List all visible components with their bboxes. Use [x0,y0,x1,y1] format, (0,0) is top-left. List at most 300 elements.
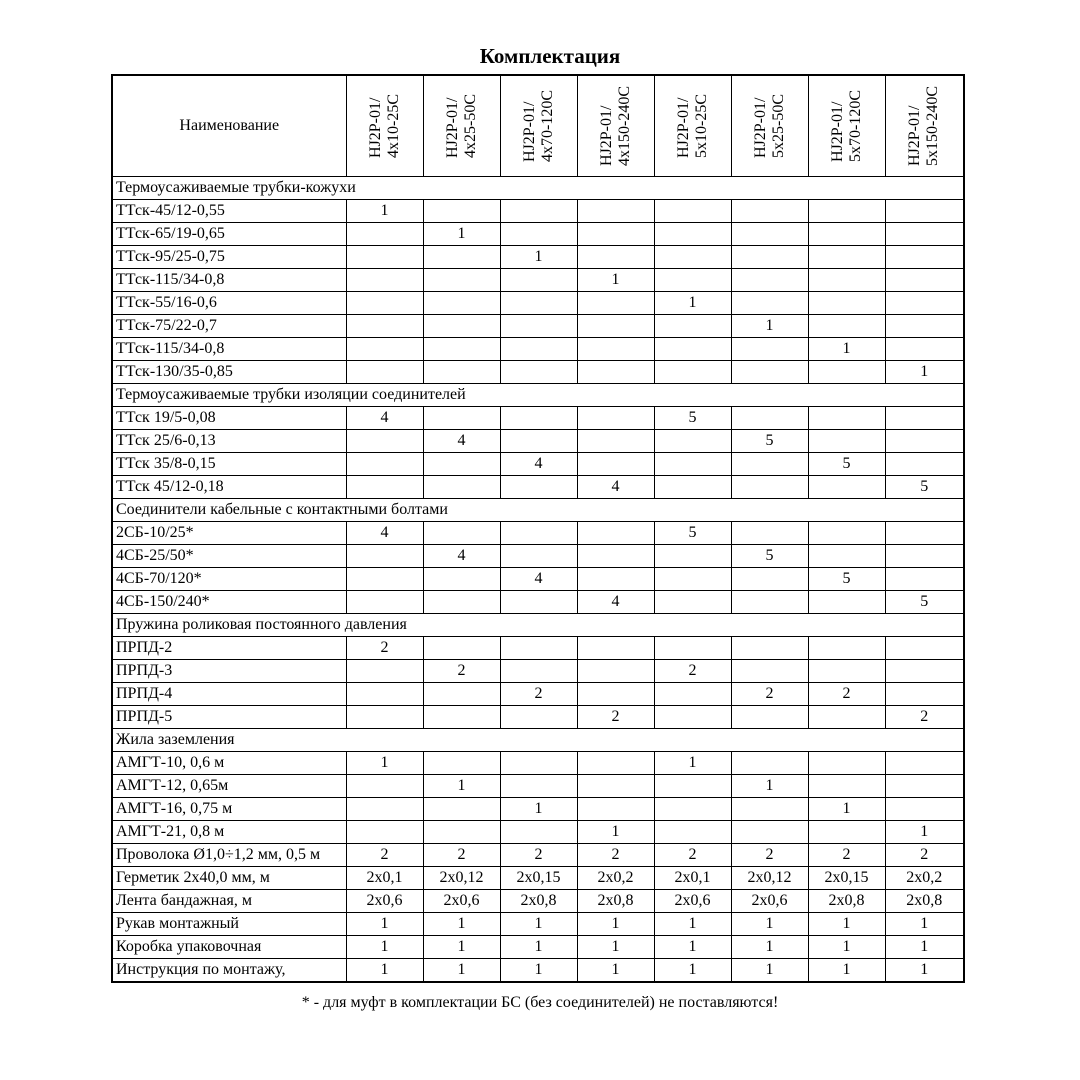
quantity-cell: 1 [731,775,808,798]
quantity-cell [500,637,577,660]
quantity-cell [577,775,654,798]
table-row [112,637,964,660]
quantity-cell: 2 [654,844,731,867]
quantity-cell: 1 [654,936,731,959]
quantity-cell [577,246,654,269]
quantity-cell [346,476,423,499]
quantity-cell [731,269,808,292]
quantity-cell [346,798,423,821]
item-name-cell: ПРПД-5 [112,706,346,729]
quantity-cell: 1 [731,959,808,983]
table-row [112,361,964,384]
quantity-cell: 1 [423,959,500,983]
quantity-cell: 1 [885,361,964,384]
quantity-cell: 5 [731,430,808,453]
item-name-cell: 4СБ-70/120* [112,568,346,591]
quantity-cell [808,430,885,453]
quantity-cell: 1 [577,913,654,936]
quantity-cell [423,338,500,361]
quantity-cell: 2х0,15 [808,867,885,890]
quantity-cell: 1 [731,315,808,338]
item-name-cell: ТТск 45/12-0,18 [112,476,346,499]
item-name-cell: Рукав монтажный [112,913,346,936]
quantity-cell: 1 [808,338,885,361]
quantity-cell [808,476,885,499]
quantity-cell [346,338,423,361]
quantity-cell: 1 [808,936,885,959]
quantity-cell [808,545,885,568]
quantity-cell: 1 [808,798,885,821]
quantity-cell [654,545,731,568]
quantity-cell [654,706,731,729]
quantity-cell [500,315,577,338]
quantity-cell [423,453,500,476]
quantity-cell [731,752,808,775]
quantity-cell: 1 [885,936,964,959]
table-row [112,246,964,269]
variant-column-header [500,75,577,177]
quantity-cell: 1 [731,936,808,959]
table-row [112,890,964,913]
quantity-cell [423,568,500,591]
quantity-cell: 5 [885,591,964,614]
quantity-cell: 2х0,8 [885,890,964,913]
quantity-cell [500,223,577,246]
quantity-cell [808,269,885,292]
item-name-cell: ПРПД-4 [112,683,346,706]
table-row [112,706,964,729]
header-row [112,75,964,177]
quantity-cell [808,522,885,545]
quantity-cell [885,568,964,591]
table-row [112,959,964,983]
quantity-cell: 2х0,15 [500,867,577,890]
quantity-cell [346,453,423,476]
quantity-cell [731,361,808,384]
item-name-cell: Коробка упаковочная [112,936,346,959]
quantity-cell [808,591,885,614]
quantity-cell [423,752,500,775]
section-row [112,614,964,637]
quantity-cell: 1 [346,913,423,936]
quantity-cell [346,545,423,568]
quantity-cell [423,683,500,706]
quantity-cell [654,591,731,614]
table-row [112,453,964,476]
quantity-cell [808,361,885,384]
quantity-cell [346,361,423,384]
quantity-cell: 4 [500,453,577,476]
quantity-cell: 2х0,6 [731,890,808,913]
quantity-cell: 1 [423,223,500,246]
quantity-cell: 2х0,2 [577,867,654,890]
variant-column-header [885,75,964,177]
quantity-cell [346,292,423,315]
quantity-cell [808,706,885,729]
quantity-cell [500,591,577,614]
quantity-cell: 1 [885,913,964,936]
quantity-cell: 2х0,12 [731,867,808,890]
quantity-cell [577,637,654,660]
quantity-cell [885,315,964,338]
quantity-cell [577,683,654,706]
quantity-cell [500,545,577,568]
quantity-cell: 1 [423,936,500,959]
item-name-cell: ТТск-130/35-0,85 [112,361,346,384]
quantity-cell: 1 [808,913,885,936]
quantity-cell: 5 [808,453,885,476]
quantity-cell [346,775,423,798]
quantity-cell [885,453,964,476]
quantity-cell [346,591,423,614]
quantity-cell [885,430,964,453]
quantity-cell: 5 [885,476,964,499]
quantity-cell: 2 [423,844,500,867]
table-row [112,660,964,683]
quantity-cell [808,752,885,775]
quantity-cell [808,637,885,660]
quantity-cell: 1 [423,913,500,936]
quantity-cell: 2х0,8 [577,890,654,913]
quantity-cell: 1 [577,269,654,292]
quantity-cell: 1 [500,936,577,959]
quantity-cell: 1 [577,821,654,844]
section-title: Жила заземления [112,729,964,752]
quantity-cell: 4 [346,522,423,545]
item-name-cell: ТТск-95/25-0,75 [112,246,346,269]
quantity-cell [885,775,964,798]
quantity-cell [808,246,885,269]
table-row [112,545,964,568]
quantity-cell: 1 [500,798,577,821]
variant-column-header [346,75,423,177]
item-name-cell: ТТск-115/34-0,8 [112,269,346,292]
quantity-cell [808,821,885,844]
name-column-header: Наименование [112,75,346,177]
quantity-cell: 1 [500,246,577,269]
quantity-cell [808,660,885,683]
quantity-cell [654,453,731,476]
quantity-cell [346,246,423,269]
table-row [112,775,964,798]
quantity-cell [346,568,423,591]
quantity-cell [654,683,731,706]
quantity-cell [346,269,423,292]
item-name-cell: АМГТ-21, 0,8 м [112,821,346,844]
quantity-cell: 2х0,6 [423,890,500,913]
quantity-cell [423,591,500,614]
quantity-cell: 4 [423,430,500,453]
page-title: Комплектация [479,44,621,68]
item-name-cell: ТТск-45/12-0,55 [112,200,346,223]
quantity-cell: 2х0,8 [500,890,577,913]
quantity-cell [423,706,500,729]
section-title: Термоусаживаемые трубки изоляции соединителей [112,384,964,407]
table-row [112,315,964,338]
quantity-cell [577,568,654,591]
variant-column-header [423,75,500,177]
item-name-cell: АМГТ-12, 0,65м [112,775,346,798]
table-row [112,844,964,867]
quantity-cell [654,821,731,844]
item-name-cell: 4СБ-25/50* [112,545,346,568]
quantity-cell: 1 [885,959,964,983]
quantity-cell [500,292,577,315]
table-row [112,522,964,545]
quantity-cell: 1 [808,959,885,983]
variant-header-label: HJ2P-01/ 4x25-50C [443,94,479,158]
quantity-cell [885,660,964,683]
table-row [112,223,964,246]
quantity-cell [577,361,654,384]
quantity-cell [885,223,964,246]
quantity-cell [731,200,808,223]
quantity-cell [346,315,423,338]
variant-column-header [577,75,654,177]
table-row [112,292,964,315]
quantity-cell [577,338,654,361]
quantity-cell [731,407,808,430]
quantity-cell [731,453,808,476]
table-row [112,798,964,821]
quantity-cell [731,292,808,315]
quantity-cell [808,223,885,246]
item-name-cell: Герметик 2х40,0 мм, м [112,867,346,890]
quantity-cell [577,407,654,430]
quantity-cell: 1 [654,292,731,315]
quantity-cell [423,292,500,315]
item-name-cell: Лента бандажная, м [112,890,346,913]
quantity-cell [654,568,731,591]
quantity-cell: 1 [500,913,577,936]
quantity-cell [346,660,423,683]
quantity-cell [346,706,423,729]
table-body [112,177,964,983]
quantity-cell [885,200,964,223]
quantity-cell [654,338,731,361]
quantity-cell [500,821,577,844]
variant-column-header [808,75,885,177]
quantity-cell: 1 [346,752,423,775]
quantity-cell [885,637,964,660]
quantity-cell: 1 [654,959,731,983]
quantity-cell: 2 [500,844,577,867]
quantity-cell [577,200,654,223]
quantity-cell [885,752,964,775]
section-title: Пружина роликовая постоянного давления [112,614,964,637]
quantity-cell: 2 [346,844,423,867]
quantity-cell [654,269,731,292]
quantity-cell [731,637,808,660]
quantity-cell [731,660,808,683]
item-name-cell: ТТск 35/8-0,15 [112,453,346,476]
quantity-cell [654,798,731,821]
quantity-cell [500,476,577,499]
quantity-cell [654,315,731,338]
quantity-cell [808,315,885,338]
quantity-cell: 1 [731,913,808,936]
table-row [112,752,964,775]
quantity-cell: 4 [346,407,423,430]
quantity-cell [346,223,423,246]
quantity-cell [731,246,808,269]
quantity-cell [731,798,808,821]
quantity-cell [885,522,964,545]
variant-header-label: HJ2P-01/ 4x10-25C [366,94,402,158]
quantity-cell [654,637,731,660]
quantity-cell [500,706,577,729]
quantity-cell [731,821,808,844]
quantity-cell [885,407,964,430]
section-row [112,499,964,522]
item-name-cell: ТТск 19/5-0,08 [112,407,346,430]
variant-header-label: HJ2P-01/ 5x25-50C [751,94,787,158]
variant-header-label: HJ2P-01/ 5x150-240C [906,86,942,166]
quantity-cell [423,407,500,430]
specification-table [111,74,965,983]
item-name-cell: ТТск-55/16-0,6 [112,292,346,315]
quantity-cell [731,522,808,545]
quantity-cell: 4 [423,545,500,568]
quantity-cell: 2 [885,706,964,729]
item-name-cell: Инструкция по монтажу, [112,959,346,983]
table-row [112,476,964,499]
quantity-cell: 2 [731,683,808,706]
quantity-cell [885,269,964,292]
quantity-cell [500,522,577,545]
quantity-cell: 2 [577,844,654,867]
section-row [112,384,964,407]
quantity-cell [346,430,423,453]
section-title: Термоусаживаемые трубки-кожухи [112,177,964,200]
quantity-cell: 1 [885,821,964,844]
quantity-cell: 1 [346,200,423,223]
quantity-cell [577,223,654,246]
quantity-cell [885,338,964,361]
quantity-cell [500,269,577,292]
item-name-cell: ПРПД-2 [112,637,346,660]
quantity-cell [654,246,731,269]
table-row [112,683,964,706]
variant-header-label: HJ2P-01/ 5x70-120C [828,90,864,162]
quantity-cell: 4 [577,476,654,499]
table-row [112,430,964,453]
quantity-cell: 2 [423,660,500,683]
item-name-cell: АМГТ-16, 0,75 м [112,798,346,821]
quantity-cell [577,798,654,821]
quantity-cell: 1 [423,775,500,798]
variant-header-label: HJ2P-01/ 5x10-25C [674,94,710,158]
quantity-cell [577,292,654,315]
quantity-cell [577,453,654,476]
table-row [112,867,964,890]
quantity-cell [885,246,964,269]
table-row [112,936,964,959]
quantity-cell: 1 [577,936,654,959]
quantity-cell: 5 [808,568,885,591]
quantity-cell: 2х0,1 [654,867,731,890]
item-name-cell: АМГТ-10, 0,6 м [112,752,346,775]
quantity-cell [731,223,808,246]
quantity-cell: 5 [731,545,808,568]
quantity-cell [808,200,885,223]
quantity-cell: 1 [346,959,423,983]
table-row [112,200,964,223]
item-name-cell: 2СБ-10/25* [112,522,346,545]
quantity-cell [885,545,964,568]
quantity-cell [885,798,964,821]
quantity-cell [731,591,808,614]
quantity-cell [654,361,731,384]
quantity-cell [423,269,500,292]
table-row [112,338,964,361]
quantity-cell [654,476,731,499]
quantity-cell: 2х0,6 [654,890,731,913]
variant-column-header [731,75,808,177]
quantity-cell [346,821,423,844]
quantity-cell [500,775,577,798]
quantity-cell [423,821,500,844]
quantity-cell [500,430,577,453]
quantity-cell [500,752,577,775]
quantity-cell: 2 [731,844,808,867]
quantity-cell [500,200,577,223]
quantity-cell [885,292,964,315]
table-row [112,591,964,614]
quantity-cell: 2х0,6 [346,890,423,913]
quantity-cell: 2 [808,683,885,706]
quantity-cell [423,637,500,660]
table-row [112,568,964,591]
quantity-cell [808,292,885,315]
quantity-cell: 5 [654,522,731,545]
quantity-cell: 4 [500,568,577,591]
table-row [112,913,964,936]
quantity-cell: 1 [500,959,577,983]
quantity-cell [423,522,500,545]
quantity-cell [808,775,885,798]
quantity-cell [577,545,654,568]
quantity-cell: 2 [885,844,964,867]
quantity-cell: 1 [577,959,654,983]
quantity-cell: 2х0,8 [808,890,885,913]
quantity-cell [423,798,500,821]
quantity-cell [423,315,500,338]
quantity-cell [654,775,731,798]
quantity-cell [731,568,808,591]
variant-column-header [654,75,731,177]
quantity-cell [500,660,577,683]
quantity-cell [500,338,577,361]
quantity-cell [577,522,654,545]
item-name-cell: ТТск-65/19-0,65 [112,223,346,246]
quantity-cell [577,430,654,453]
table-row [112,821,964,844]
table-row [112,269,964,292]
quantity-cell: 2 [654,660,731,683]
item-name-cell: Проволока Ø1,0÷1,2 мм, 0,5 м [112,844,346,867]
quantity-cell [654,430,731,453]
quantity-cell [423,476,500,499]
item-name-cell: 4СБ-150/240* [112,591,346,614]
quantity-cell: 2 [500,683,577,706]
quantity-cell: 2 [346,637,423,660]
quantity-cell [731,476,808,499]
quantity-cell [423,246,500,269]
quantity-cell: 2 [808,844,885,867]
variant-header-label: HJ2P-01/ 4x150-240C [597,86,633,166]
quantity-cell: 2х0,2 [885,867,964,890]
